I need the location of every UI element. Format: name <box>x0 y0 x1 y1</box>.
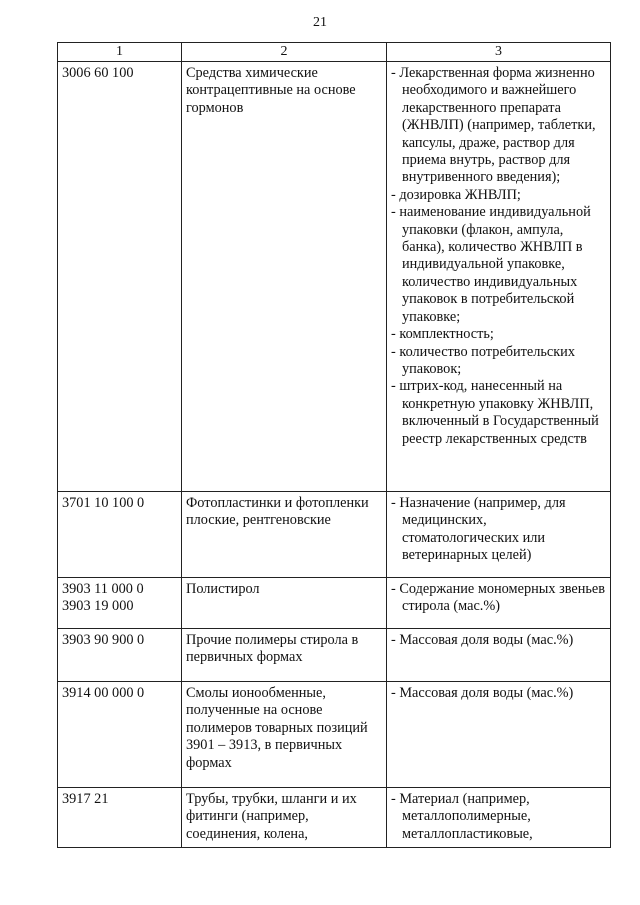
requirement-item: - количество потребительских упаковок; <box>391 344 606 379</box>
goods-name-cell: Прочие полимеры стирола в первичных формах <box>182 629 387 682</box>
goods-name-cell: Полистирол <box>182 578 387 629</box>
table-row <box>58 492 611 578</box>
tnved-code: 3701 10 100 0 <box>62 495 145 511</box>
column-header-3: 3 <box>387 43 611 62</box>
table-row <box>58 682 611 788</box>
goods-requirements-table <box>57 42 611 848</box>
tnved-code: 3006 60 100 <box>62 65 134 81</box>
requirements-cell <box>387 578 611 629</box>
tnved-code: 3914 00 000 0 <box>62 685 145 701</box>
requirement-item: - Материал (например, металлополимерные, металлопластиковые, <box>391 791 606 843</box>
requirements-cell <box>387 492 611 578</box>
requirements-cell <box>387 788 611 848</box>
requirement-item: - Лекарственная форма жизненно необходимого и важнейшего лекарственного препарата (ЖНВЛП) (например, таблетки, капсулы, драже, раствор для приема внутрь, раствор для внутривенного введения); <box>391 65 606 187</box>
goods-name-cell: Трубы, трубки, шланги и их фитинги (например, соединения, колена, <box>182 788 387 848</box>
table-row <box>58 578 611 629</box>
requirement-item: - комплектность; <box>391 326 606 343</box>
tnved-code: 3917 21 <box>62 791 109 807</box>
tnved-code: 3903 90 900 0 <box>62 632 145 648</box>
requirement-item: - Содержание мономерных звеньев стирола (мас.%) <box>391 581 606 616</box>
tnved-code-cell <box>58 788 182 848</box>
requirements-cell <box>387 682 611 788</box>
tnved-code-cell <box>58 682 182 788</box>
goods-name-cell: Средства химические контрацептивные на основе гормонов <box>182 62 387 492</box>
table-row <box>58 788 611 848</box>
column-header-1: 1 <box>58 43 182 62</box>
column-header-2: 2 <box>182 43 387 62</box>
requirement-item: - Назначение (например, для медицинских, стоматологических или ветеринарных целей) <box>391 495 606 565</box>
table-header-row <box>58 43 611 62</box>
goods-name-cell: Фотопластинки и фотопленки плоские, рентгеновские <box>182 492 387 578</box>
table-row <box>58 629 611 682</box>
requirement-item: - наименование индивидуальной упаковки (флакон, ампула, банка), количество ЖНВЛП в индивидуальной упаковке, количество индивидуальных упаковок в потребительской упаковке; <box>391 204 606 326</box>
tnved-code-cell <box>58 578 182 629</box>
requirement-item: - дозировка ЖНВЛП; <box>391 187 606 204</box>
tnved-code: 3903 19 000 <box>62 598 134 615</box>
requirement-item: - Массовая доля воды (мас.%) <box>391 685 606 702</box>
requirements-cell <box>387 629 611 682</box>
tnved-code: 3903 11 000 0 <box>62 581 144 597</box>
tnved-code-cell <box>58 492 182 578</box>
table-row <box>58 62 611 492</box>
requirements-cell <box>387 62 611 492</box>
tnved-code-cell <box>58 62 182 492</box>
requirement-item: - Массовая доля воды (мас.%) <box>391 632 606 649</box>
page-number: 21 <box>313 15 327 30</box>
requirement-item: - штрих-код, нанесенный на конкретную упаковку ЖНВЛП, включенный в Государственный реестр лекарственных средств <box>391 378 606 448</box>
goods-name-cell: Смолы ионообменные, полученные на основе полимеров товарных позиций 3901 – 3913, в первичных формах <box>182 682 387 788</box>
tnved-code-cell <box>58 629 182 682</box>
